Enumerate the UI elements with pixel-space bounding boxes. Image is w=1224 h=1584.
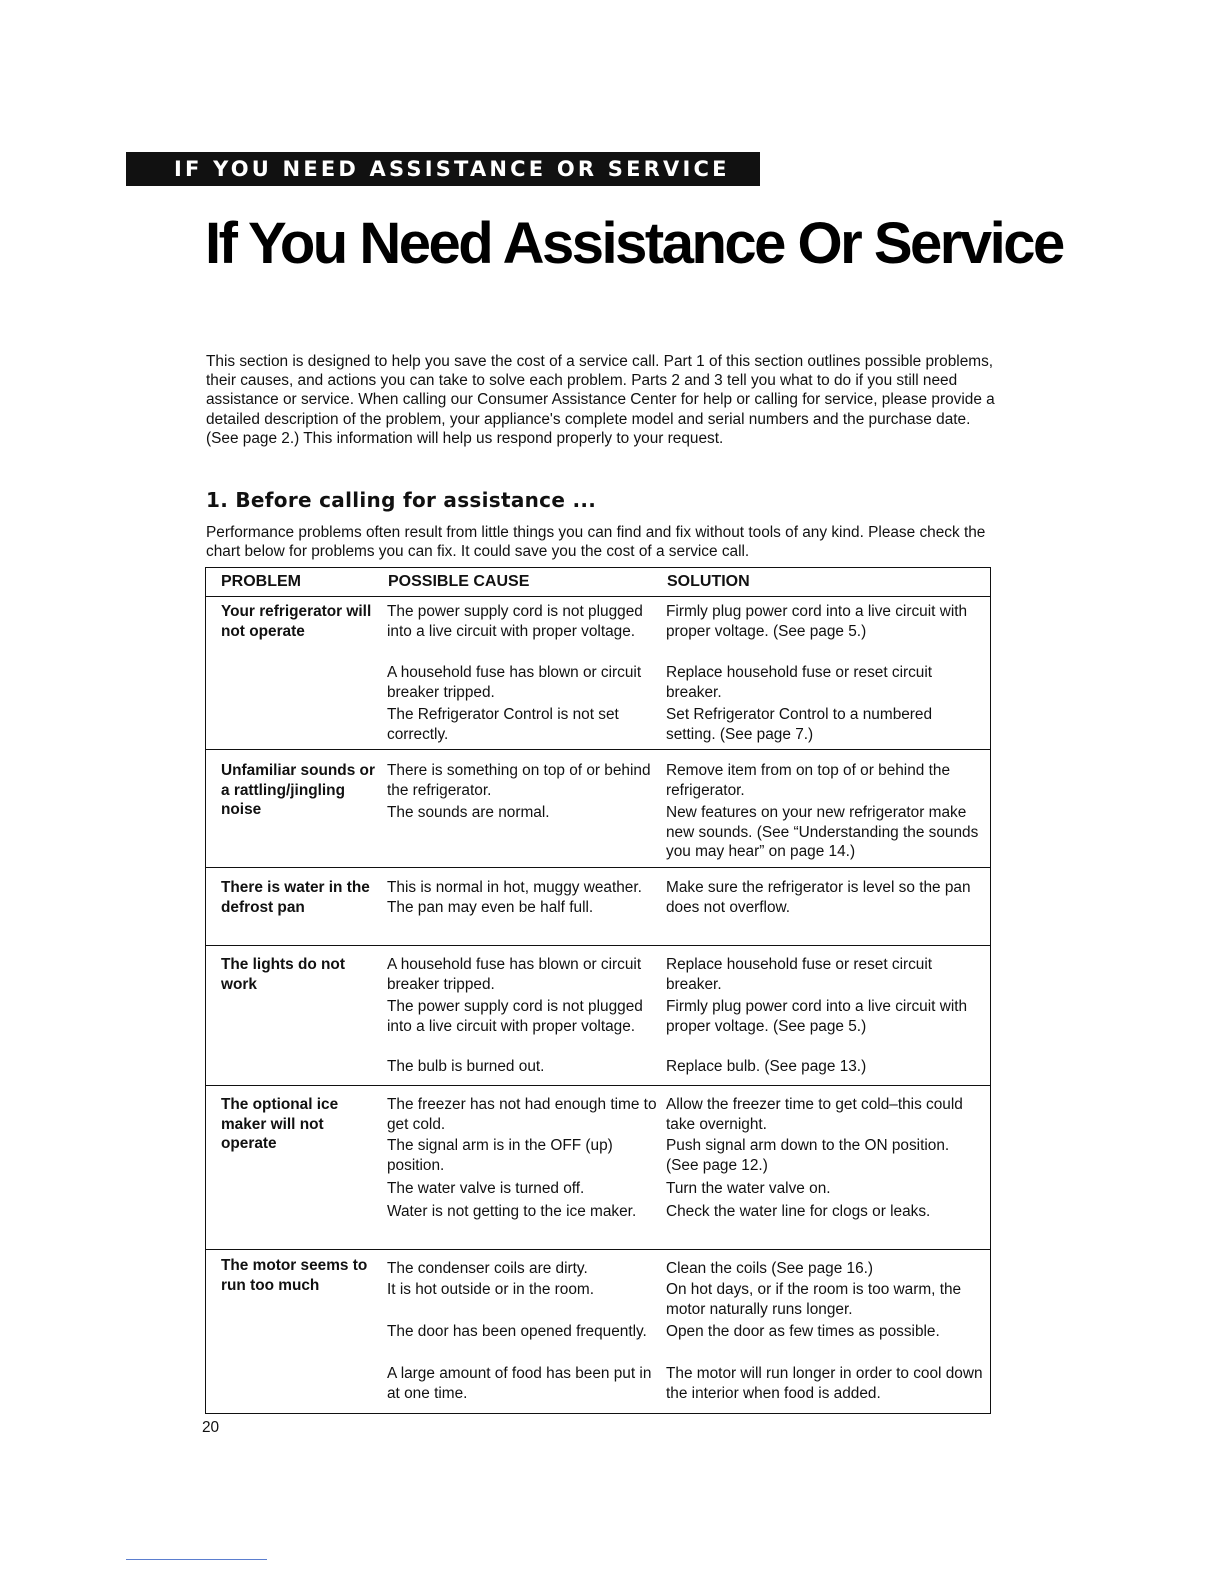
header-problem: PROBLEM [221, 573, 301, 590]
solution-text: Firmly plug power cord into a live circuit with proper voltage. (See page 5.) [666, 998, 968, 1035]
cause-text: There is something on top of or behind the refrigerator. [387, 762, 651, 799]
solution-text: New features on your new refrigerator make new sounds. (See “Understanding the sounds you may hear” on page 14.) [666, 804, 979, 860]
cause-text: A household fuse has blown or circuit breaker tripped. [387, 664, 642, 701]
solution-text: Replace household fuse or reset circuit breaker. [666, 956, 933, 993]
cause-text: This is normal in hot, muggy weather. The pan may even be half full. [387, 879, 642, 916]
chart-row-lights [206, 946, 990, 1086]
chart-row-defrost-pan [206, 868, 990, 946]
solution-text: Replace bulb. (See page 13.) [666, 1058, 867, 1075]
solution-text: On hot days, or if the room is too warm, the motor naturally runs longer. [666, 1281, 962, 1318]
cause-text: A household fuse has blown or circuit breaker tripped. [387, 956, 642, 993]
solution-text: Allow the freezer time to get cold–this could take overnight. [666, 1096, 963, 1133]
cause-text: The bulb is burned out. [387, 1058, 545, 1075]
solution-text: The motor will run longer in order to cool down the interior when food is added. [666, 1365, 983, 1402]
solution-text: Clean the coils (See page 16.) [666, 1260, 874, 1277]
solution-text: Set Refrigerator Control to a numbered setting. (See page 7.) [666, 706, 933, 743]
cause-text: The sounds are normal. [387, 804, 550, 821]
cause-text: The power supply cord is not plugged into a live circuit with proper voltage. [387, 998, 643, 1035]
solution-text: Turn the water valve on. [666, 1180, 831, 1197]
solution-text: Push signal arm down to the ON position. (See page 12.) [666, 1137, 950, 1174]
solution-text: Firmly plug power cord into a live circuit with proper voltage. (See page 5.) [666, 603, 968, 640]
cause-text: The water valve is turned off. [387, 1180, 585, 1197]
solution-text: Replace household fuse or reset circuit breaker. [666, 664, 933, 701]
section-banner [126, 152, 760, 186]
problem-text: Unfamiliar sounds or a rattling/jingling noise [221, 762, 375, 818]
cause-text: The signal arm is in the OFF (up) position. [387, 1137, 613, 1174]
chart-row-will-not-operate [206, 597, 990, 750]
intro-paragraph: This section is designed to help you save the cost of a service call. Part 1 of this section outlines possible problems, their causes, and actions you can take to solve each problem. Parts 2 and 3 tell you what to do if you still need assistance or service. When calling our Consumer Assistance Center for help or calling for service, please provide a detailed description of the problem, your appliance's complete model and serial numbers and the purchase date. (See page 2.) This information will help us respond properly to your request. [206, 353, 995, 447]
chart-row-ice-maker [206, 1086, 990, 1250]
cause-text: A large amount of food has been put in at one time. [387, 1365, 652, 1402]
cause-text: The condenser coils are dirty. [387, 1260, 588, 1277]
solution-text: Make sure the refrigerator is level so the pan does not overflow. [666, 879, 971, 916]
footer-rule [126, 1559, 267, 1560]
solution-text: Check the water line for clogs or leaks. [666, 1203, 931, 1220]
solution-text: Open the door as few times as possible. [666, 1323, 940, 1340]
problem-text: Your refrigerator will not operate [221, 603, 372, 640]
chart-row-motor [206, 1250, 990, 1412]
chart-header-row [206, 568, 990, 597]
solution-text: Remove item from on top of or behind the refrigerator. [666, 762, 951, 799]
header-solution: SOLUTION [667, 573, 750, 590]
cause-text: Water is not getting to the ice maker. [387, 1203, 637, 1220]
cause-text: The Refrigerator Control is not set correctly. [387, 706, 619, 743]
cause-text: The door has been opened frequently. [387, 1323, 647, 1340]
cause-text: The power supply cord is not plugged into a live circuit with proper voltage. [387, 603, 643, 640]
problem-text: There is water in the defrost pan [221, 879, 370, 916]
cause-text: It is hot outside or in the room. [387, 1281, 595, 1298]
section-heading: 1. Before calling for assistance ... [206, 488, 597, 512]
problem-text: The motor seems to run too much [221, 1257, 368, 1294]
section-banner-text: IF YOU NEED ASSISTANCE OR SERVICE [174, 157, 730, 181]
header-possible-cause: POSSIBLE CAUSE [388, 573, 530, 590]
section-intro-paragraph: Performance problems often result from little things you can find and fix without tools of any kind. Please check the chart below for problems you can fix. It could save you the cost of a service call. [206, 524, 986, 560]
problem-text: The lights do not work [221, 956, 345, 993]
chart-row-unfamiliar-sounds [206, 750, 990, 868]
cause-text: The freezer has not had enough time to get cold. [387, 1096, 657, 1133]
troubleshooting-chart [205, 567, 991, 1414]
page-title: If You Need Assistance Or Service [205, 211, 1063, 276]
page-number: 20 [202, 1419, 220, 1436]
problem-text: The optional ice maker will not operate [221, 1096, 339, 1152]
